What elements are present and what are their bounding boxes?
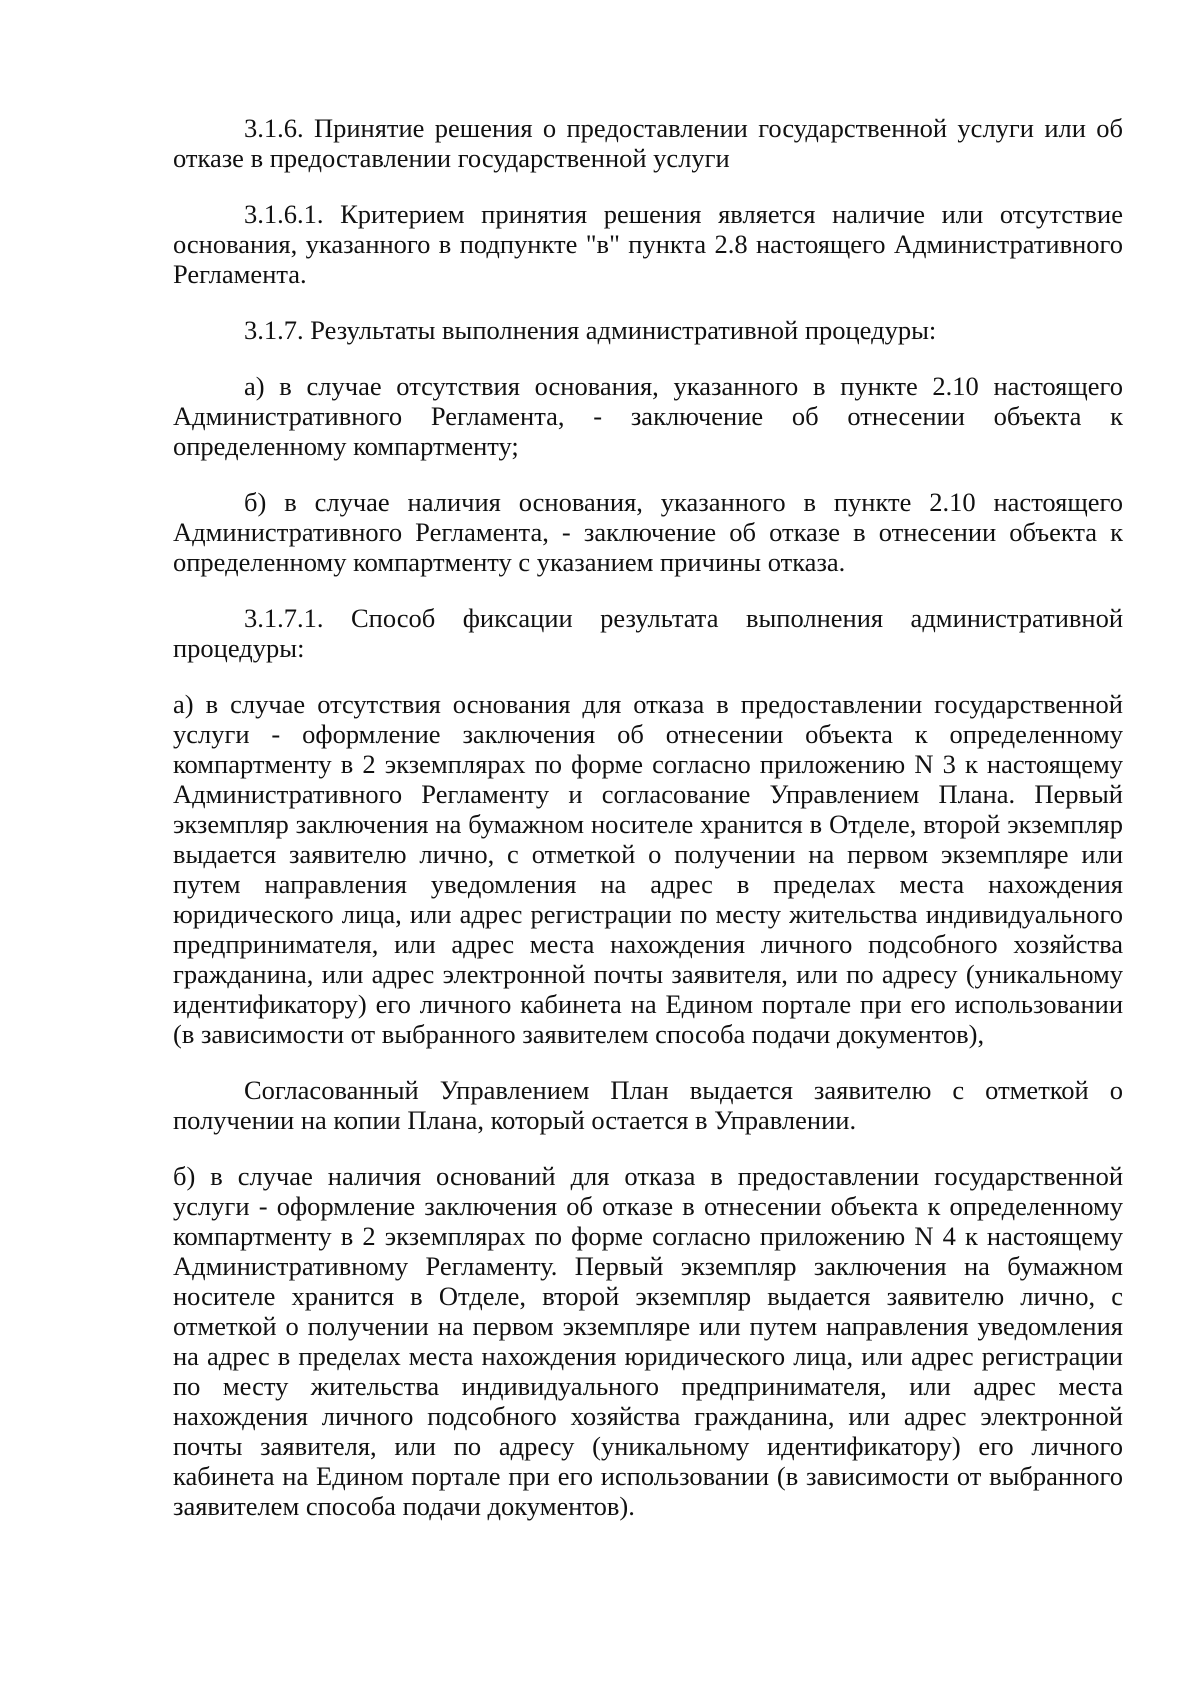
paragraph-3-1-6-1: 3.1.6.1. Критерием принятия решения является наличие или отсутствие основания, указанного в подпункте "в" пункта 2.8 настоящего Административного Регламента. xyxy=(173,199,1123,289)
paragraph-3-1-7-1-b: б) в случае наличия оснований для отказа в предоставлении государственной услуги - оформление заключения об отказе в отнесении объекта к определенному компартменту в 2 экземплярах по форме согласно приложению N 4 к настоящему Административному Регламенту. Первый экземпляр заключения на бумажном носителе хранится в Отделе, второй экземпляр выдается заявителю лично, с отметкой о получении на первом экземпляре или путем направления уведомления на адрес в пределах места нахождения юридического лица, или адрес регистрации по месту жительства индивидуального предпринимателя, или адрес места нахождения личного подсобного хозяйства гражданина, или адрес электронной почты заявителя, или по адресу (уникальному идентификатору) его личного кабинета на Едином портале при его использовании (в зависимости от выбранного заявителем способа подачи документов). xyxy=(173,1161,1123,1521)
paragraph-3-1-7-b: б) в случае наличия основания, указанного в пункте 2.10 настоящего Административного Регламента, - заключение об отказе в отнесении объекта к определенному компартменту с указанием причины отказа. xyxy=(173,487,1123,577)
paragraph-3-1-7-1: 3.1.7.1. Способ фиксации результата выполнения административной процедуры: xyxy=(173,603,1123,663)
paragraph-3-1-7: 3.1.7. Результаты выполнения административной процедуры: xyxy=(244,315,937,345)
paragraph-3-1-6: 3.1.6. Принятие решения о предоставлении государственной услуги или об отказе в предоставлении государственной услуги xyxy=(173,113,1123,173)
paragraph-plan-approval: Согласованный Управлением План выдается заявителю с отметкой о получении на копии Плана, который остается в Управлении. xyxy=(173,1075,1123,1135)
paragraph-3-1-7-1-a: а) в случае отсутствия основания для отказа в предоставлении государственной услуги - оформление заключения об отнесении объекта к определенному компартменту в 2 экземплярах по форме согласно приложению N 3 к настоящему Административного Регламенту и согласование Управлением Плана. Первый экземпляр заключения на бумажном носителе хранится в Отделе, второй экземпляр выдается заявителю лично, с отметкой о получении на первом экземпляре или путем направления уведомления на адрес в пределах места нахождения юридического лица, или адрес регистрации по месту жительства индивидуального предпринимателя, или адрес места нахождения личного подсобного хозяйства гражданина, или адрес электронной почты заявителя, или по адресу (уникальному идентификатору) его личного кабинета на Едином портале при его использовании (в зависимости от выбранного заявителем способа подачи документов), xyxy=(173,689,1123,1049)
paragraph-3-1-7-a: а) в случае отсутствия основания, указанного в пункте 2.10 настоящего Административного Регламента, - заключение об отнесении объекта к определенному компартменту; xyxy=(173,371,1123,461)
document-page xyxy=(173,113,1123,1547)
